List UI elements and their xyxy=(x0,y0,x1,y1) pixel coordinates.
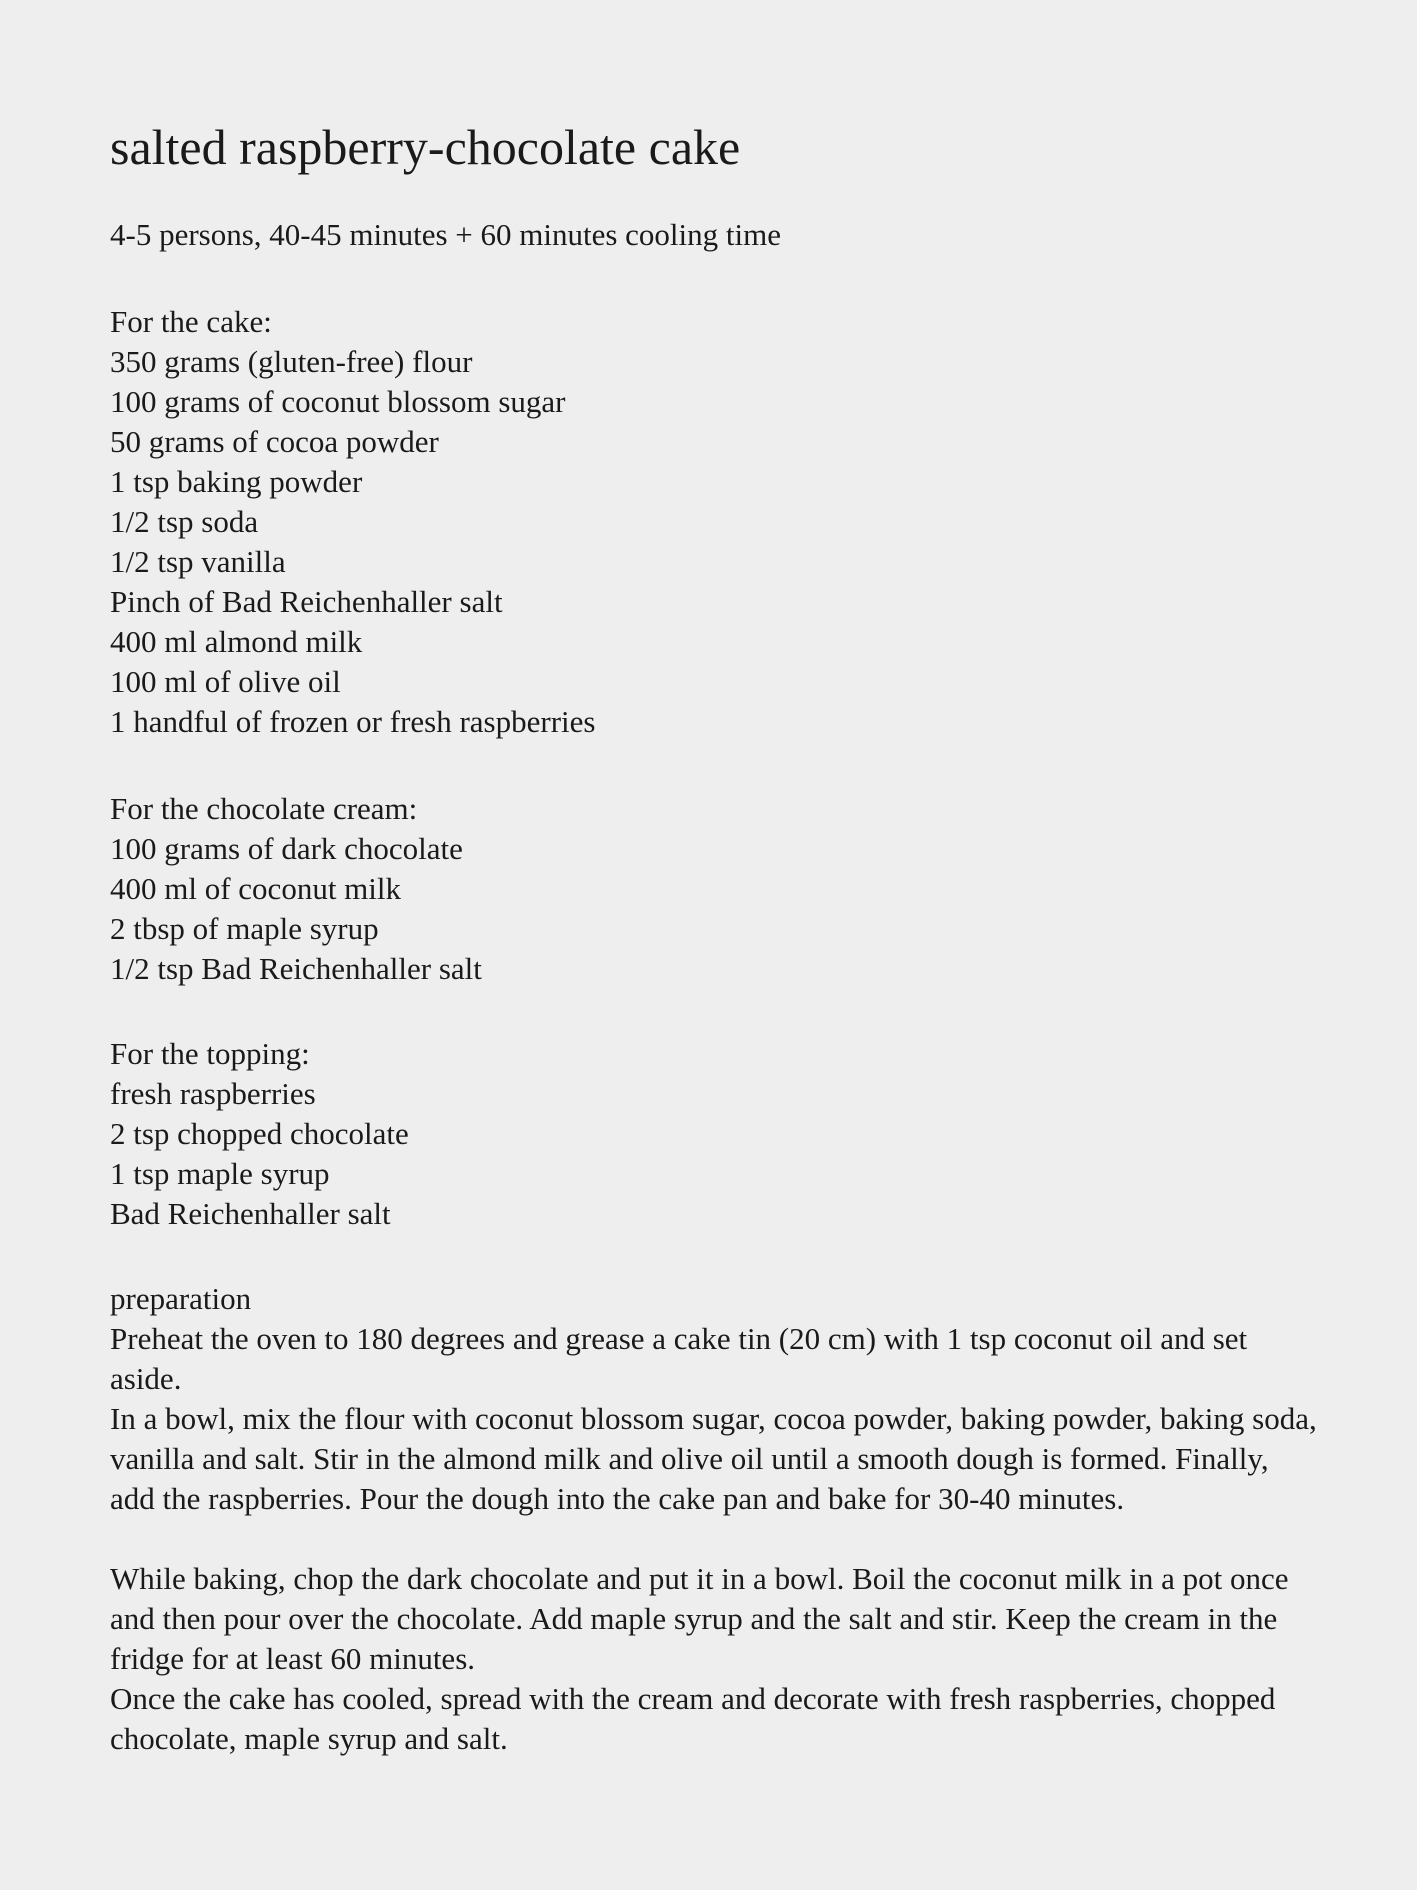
ingredient-item: 50 grams of cocoa powder xyxy=(110,424,439,459)
ingredient-item: 100 ml of olive oil xyxy=(110,664,341,699)
preparation-step: Once the cake has cooled, spread with the cream and decorate with fresh raspberries, chopped chocolate, maple syrup and salt. xyxy=(110,1681,1276,1756)
topping-heading: For the topping: xyxy=(110,1036,310,1071)
ingredient-item: Pinch of Bad Reichenhaller salt xyxy=(110,584,503,619)
chocolate-cream-section xyxy=(110,789,1330,989)
preparation-step: Preheat the oven to 180 degrees and grease a cake tin (20 cm) with 1 tsp coconut oil and set aside. xyxy=(110,1321,1248,1396)
ingredient-item: 1/2 tsp vanilla xyxy=(110,544,286,579)
cake-ingredients-heading: For the cake: xyxy=(110,304,272,339)
preparation-heading: preparation xyxy=(110,1281,252,1316)
preparation-section xyxy=(110,1279,1330,1759)
ingredient-item: 1 tsp baking powder xyxy=(110,464,363,499)
ingredient-item: 2 tsp chopped chocolate xyxy=(110,1116,409,1151)
chocolate-cream-heading: For the chocolate cream: xyxy=(110,791,418,826)
ingredient-item: 2 tbsp of maple syrup xyxy=(110,911,379,946)
ingredient-item: 400 ml of coconut milk xyxy=(110,871,402,906)
cake-ingredients-section xyxy=(110,302,1330,742)
ingredient-item: fresh raspberries xyxy=(110,1076,316,1111)
ingredient-item: 1 tsp maple syrup xyxy=(110,1156,330,1191)
topping-section xyxy=(110,1034,1330,1234)
servings-and-time: 4-5 persons, 40-45 minutes + 60 minutes cooling time xyxy=(110,217,781,252)
ingredient-item: Bad Reichenhaller salt xyxy=(110,1196,391,1231)
ingredient-item: 100 grams of dark chocolate xyxy=(110,831,463,866)
ingredient-item: 400 ml almond milk xyxy=(110,624,363,659)
preparation-step: While baking, chop the dark chocolate and put it in a bowl. Boil the coconut milk in a pot once and then pour over the chocolate. Add maple syrup and the salt and stir. Keep the cream in the fridge for at least 60 minutes. xyxy=(110,1561,1289,1676)
ingredient-item: 1 handful of frozen or fresh raspberries xyxy=(110,704,596,739)
ingredient-item: 1/2 tsp soda xyxy=(110,504,259,539)
ingredient-item: 100 grams of coconut blossom sugar xyxy=(110,384,566,419)
ingredient-item: 350 grams (gluten-free) flour xyxy=(110,344,473,379)
preparation-step: In a bowl, mix the flour with coconut blossom sugar, cocoa powder, baking powder, baking soda, vanilla and salt. Stir in the almond milk and olive oil until a smooth dough is formed. Finally, add the raspberries. Pour the dough into the cake pan and bake for 30-40 minutes. xyxy=(110,1401,1317,1516)
ingredient-item: 1/2 tsp Bad Reichenhaller salt xyxy=(110,951,482,986)
recipe-title: salted raspberry-chocolate cake xyxy=(110,119,741,175)
paragraph-spacer xyxy=(110,1519,1330,1559)
